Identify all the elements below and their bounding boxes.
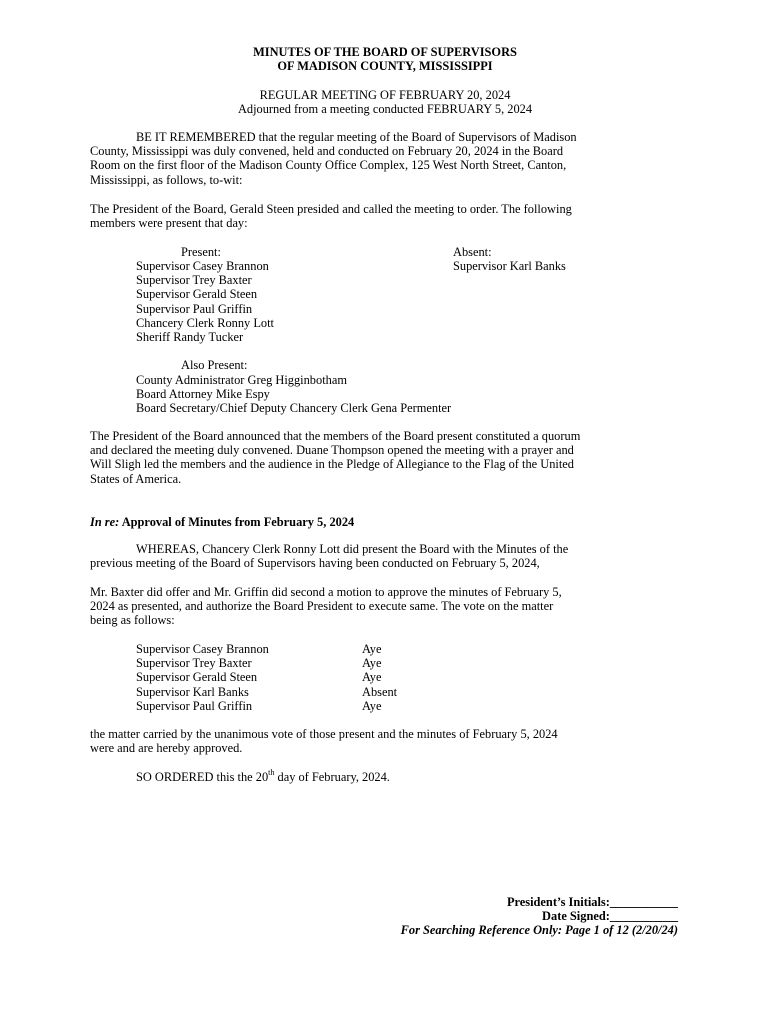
vote-row — [136, 670, 397, 684]
title-line-2: OF MADISON COUNTY, MISSISSIPPI — [277, 59, 493, 73]
motion-line: Mr. Baxter did offer and Mr. Griffin did second a motion to approve the minutes of February 5, — [90, 585, 562, 599]
result-paragraph — [90, 727, 680, 755]
motion-line: 2024 as presented, and authorize the Board President to execute same. The vote on the matter — [90, 599, 554, 614]
present-member: Supervisor Paul Griffin — [136, 301, 253, 316]
also-present-member: Board Attorney Mike Espy — [136, 387, 270, 402]
motion-paragraph — [90, 585, 680, 628]
present-member: Supervisor Gerald Steen — [136, 287, 258, 302]
item-heading — [90, 515, 354, 529]
absent-label: Absent: — [453, 245, 492, 259]
in-re-label: In re: — [90, 515, 120, 529]
also-present-label: Also Present: — [181, 358, 248, 372]
vote-row — [136, 685, 397, 699]
voter-name: Supervisor Casey Brannon — [136, 642, 269, 656]
vote-row — [136, 699, 397, 713]
also-present-list — [136, 373, 451, 416]
present-list — [136, 259, 274, 344]
searching-reference: For Searching Reference Only: Page 1 of 12 (2/20/24) — [400, 923, 678, 937]
vote-row — [136, 642, 397, 656]
so-ordered-line — [136, 767, 390, 784]
quorum-paragraph — [90, 429, 680, 486]
whereas-line: WHEREAS, Chancery Clerk Ronny Lott did present the Board with the Minutes of the — [136, 542, 569, 556]
vote-value: Aye — [362, 670, 382, 685]
item-heading-text: Approval of Minutes from February 5, 2024 — [121, 515, 355, 529]
voter-name: Supervisor Trey Baxter — [136, 656, 252, 671]
quorum-line: Will Sligh led the members and the audience in the Pledge of Allegiance to the Flag of the United — [90, 457, 574, 472]
quorum-line: and declared the meeting duly convened. Duane Thompson opened the meeting with a prayer and — [90, 443, 574, 458]
ordinal-suffix: th — [268, 767, 275, 777]
intro-paragraph — [90, 130, 680, 187]
result-line: the matter carried by the unanimous vote of those present and the minutes of February 5, 2024 — [90, 727, 558, 741]
voter-name: Supervisor Gerald Steen — [136, 670, 258, 685]
vote-value: Aye — [362, 642, 382, 656]
presidents-initials: President’s Initials:___________ — [506, 895, 678, 909]
whereas-paragraph — [90, 542, 680, 570]
date-signed: Date Signed:___________ — [542, 909, 678, 923]
voter-name: Supervisor Paul Griffin — [136, 698, 253, 713]
vote-table — [136, 642, 397, 713]
title-line-1: MINUTES OF THE BOARD OF SUPERVISORS — [253, 45, 517, 59]
presided-line: members were present that day: — [90, 216, 248, 231]
intro-line: County, Mississippi was duly convened, held and conducted on February 20, 2024 in the Board — [90, 144, 564, 159]
also-present-member: County Administrator Greg Higginbotham — [136, 373, 347, 387]
whereas-line: previous meeting of the Board of Supervisors having been conducted on February 5, 2024, — [90, 556, 540, 571]
present-member: Supervisor Trey Baxter — [136, 273, 252, 288]
so-ordered-prefix: SO ORDERED this the 20 — [136, 770, 269, 784]
vote-value: Aye — [362, 656, 382, 671]
present-label: Present: — [181, 245, 221, 259]
presided-paragraph — [90, 202, 680, 230]
intro-line: Room on the first floor of the Madison County Office Complex, 125 West North Street, Canton, — [90, 158, 567, 173]
vote-row — [136, 656, 397, 670]
also-present-member: Board Secretary/Chief Deputy Chancery Clerk Gena Permenter — [136, 401, 452, 416]
voter-name: Supervisor Karl Banks — [136, 684, 249, 699]
quorum-line: States of America. — [90, 471, 182, 486]
intro-line: BE IT REMEMBERED that the regular meeting of the Board of Supervisors of Madison — [136, 130, 577, 144]
present-member: Sheriff Randy Tucker — [136, 330, 244, 345]
absent-member: Supervisor Karl Banks — [453, 259, 566, 273]
intro-line: Mississippi, as follows, to-wit: — [90, 172, 243, 187]
quorum-line: The President of the Board announced that the members of the Board present constituted a quorum — [90, 429, 581, 443]
result-line: were and are hereby approved. — [90, 741, 243, 756]
motion-line: being as follows: — [90, 613, 175, 628]
present-member: Supervisor Casey Brannon — [136, 259, 269, 273]
present-member: Chancery Clerk Ronny Lott — [136, 315, 274, 330]
presided-line: The President of the Board, Gerald Steen presided and called the meeting to order. The following — [90, 202, 572, 216]
vote-value: Aye — [362, 698, 382, 713]
meeting-line: REGULAR MEETING OF FEBRUARY 20, 2024 — [259, 88, 511, 102]
adjourned-line: Adjourned from a meeting conducted FEBRUARY 5, 2024 — [237, 102, 533, 116]
vote-value: Absent — [362, 684, 398, 699]
so-ordered-suffix: day of February, 2024. — [274, 770, 390, 784]
